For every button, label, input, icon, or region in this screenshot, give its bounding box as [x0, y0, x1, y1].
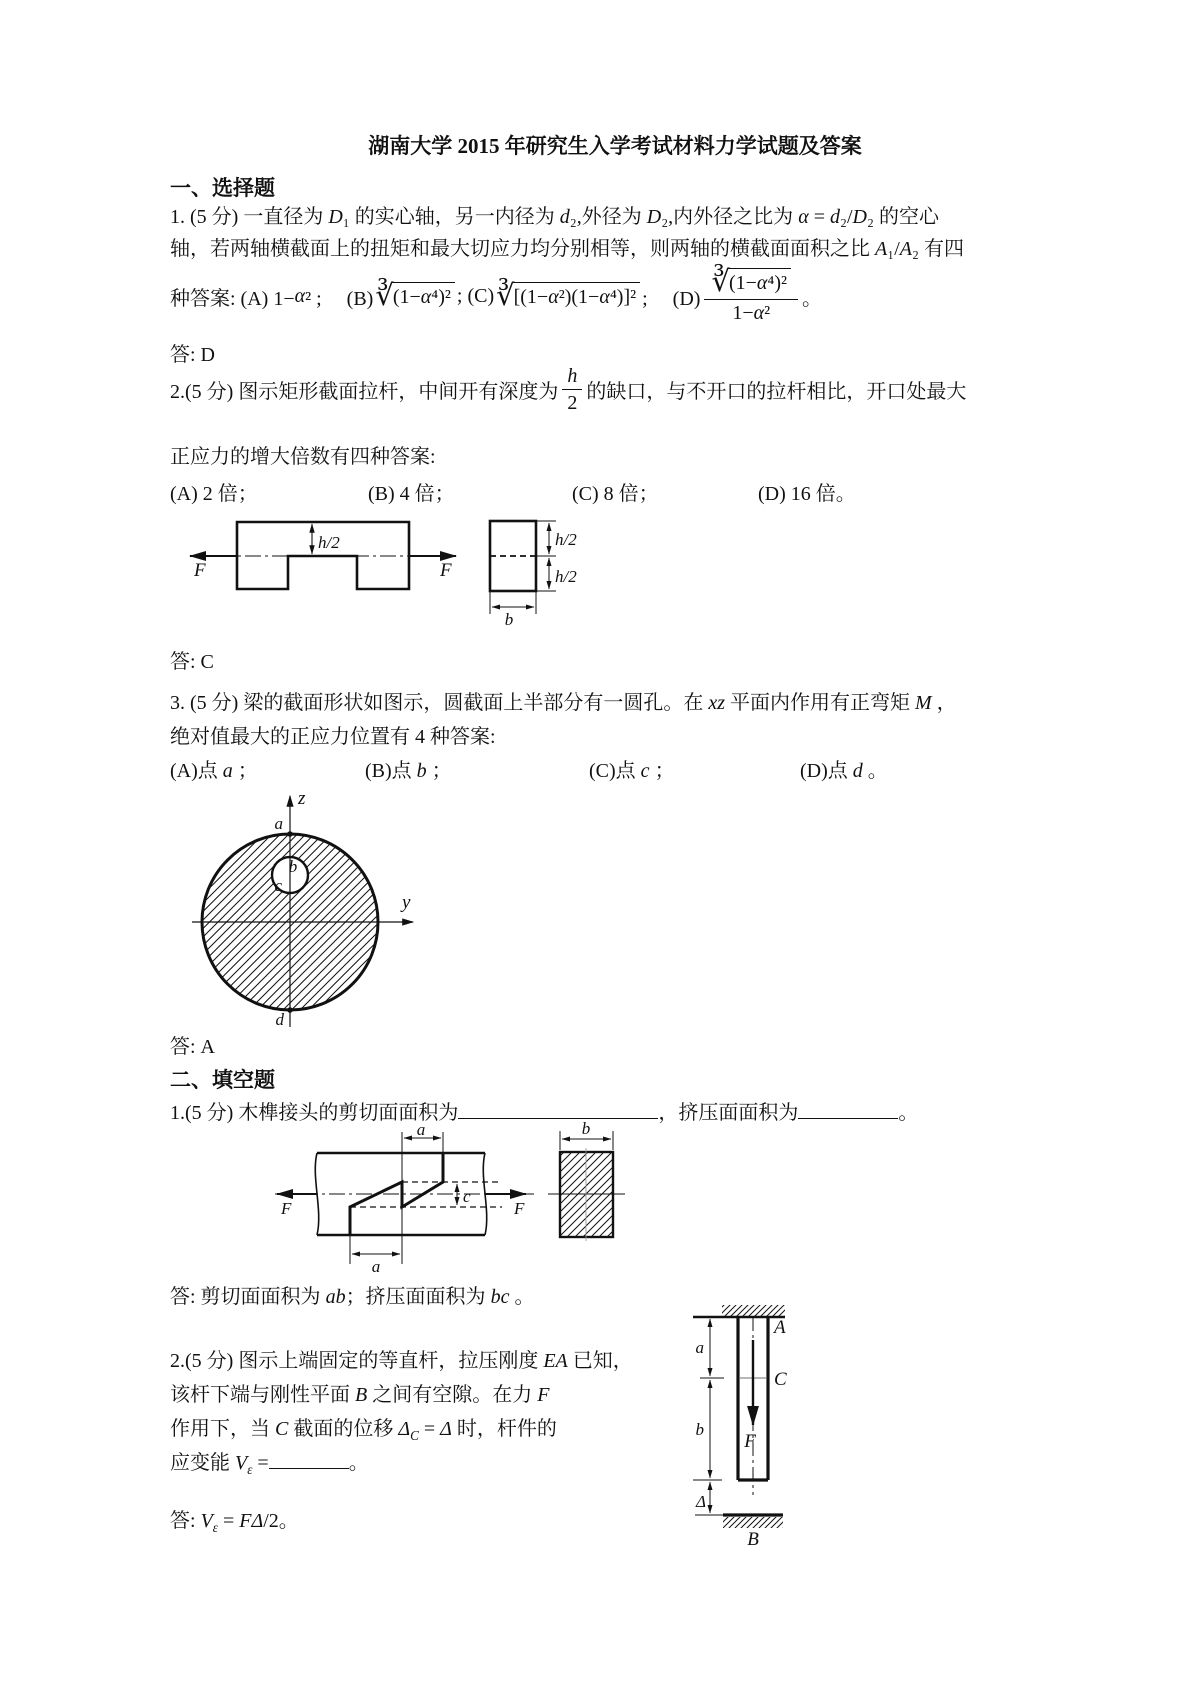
point-a: [287, 831, 293, 837]
fill-q2-line4: 应变能 $V_\varepsilon$ = 。: [170, 1446, 369, 1478]
label-length-a: a: [695, 1338, 704, 1357]
fill-q1-stem: 1.(5 分) 木榫接头的剪切面面积为 ，挤压面面积为 。: [170, 1096, 918, 1125]
section-fill-heading: 二、填空题: [170, 1068, 275, 1092]
ceiling-hatch: [722, 1305, 785, 1317]
section-choice-heading: 一、选择题: [170, 176, 275, 200]
label-h-half-top: h/2: [555, 530, 577, 549]
figure-notched-bar: [180, 510, 580, 630]
figure-tenon-joint: [250, 1119, 650, 1277]
figure-circle-section: [156, 780, 446, 1035]
label-width-b: b: [581, 1119, 591, 1138]
choice-q2-option-a: (A) 2 倍；: [170, 483, 258, 505]
label-point-A: A: [774, 1317, 786, 1338]
label-force-left: F: [194, 560, 206, 581]
choice-q2-option-b: (B) 4 倍；: [368, 483, 455, 505]
fill-q2-line2: 该杆下端与刚性平面 B 之间有空隙。在力 F: [170, 1384, 550, 1406]
choice-q3-option-a: (A)点 a ；: [170, 760, 258, 782]
point-d: [287, 1007, 293, 1013]
choice-q3-option-d: (D)点 d 。: [800, 760, 888, 782]
label-point-c: c: [274, 876, 282, 895]
choice-q1-answer: 答: D: [170, 344, 215, 366]
choice-q3-option-b: (B)点 b ；: [365, 760, 452, 782]
ground-hatch: [723, 1517, 783, 1528]
choice-q3-answer: 答: A: [170, 1036, 215, 1058]
label-bearing-c: c: [463, 1187, 471, 1206]
label-force-left: F: [281, 1199, 292, 1218]
label-plane-B: B: [747, 1529, 759, 1550]
label-width-b: b: [504, 610, 514, 629]
fill-q2-line3: 作用下，当 C 截面的位移 $\Delta_C = \Delta$ 时，杆件的: [170, 1418, 557, 1443]
fill-q1-answer: 答: 剪切面面积为 ab；挤压面面积为 bc 。: [170, 1286, 535, 1308]
choice-q2-stem-line1: 2.(5 分) 图示矩形截面拉杆，中间开有深度为 $\frac{h}{2}$ 的缺口，与不开口的拉杆相比，开口处最大: [170, 364, 967, 414]
choice-q2-option-d: (D) 16 倍。: [758, 483, 856, 505]
choice-q2-stem-line2: 正应力的增大倍数有四种答案:: [170, 446, 436, 468]
choice-q1-stem-line1: 1. (5 分) 一直径为 D₁ 的实心轴，另一内径为 d₂,外径为 D₂,内外径之比为 α = d₂/D₂ 的空心: [170, 206, 939, 228]
label-point-b: b: [288, 857, 298, 876]
label-shear-a-bottom: a: [371, 1257, 381, 1276]
label-force-right: F: [514, 1199, 525, 1218]
choice-q3-stem-line2: 绝对值最大的正应力位置有 4 种答案:: [170, 726, 496, 748]
label-shear-a-top: a: [416, 1120, 426, 1139]
choice-q2-option-c: (C) 8 倍；: [572, 483, 659, 505]
label-notch-depth: h/2: [318, 533, 340, 552]
label-gap-delta: Δ: [696, 1492, 706, 1511]
choice-q1-options: 种答案: (A) 1− α ² ; (B) ∛(1−α⁴)² ; (C) ∛[(1−α²)(1−α⁴)]² ; (D) $\frac{\text{∛(1−α⁴)²}}{\text{1−α²}}$ 。: [170, 266, 823, 324]
figure-hanging-rod: [616, 1293, 816, 1553]
label-point-d: d: [275, 1010, 284, 1029]
fill-q2-answer: 答: $V_\varepsilon = F\Delta/2$。: [170, 1510, 299, 1535]
choice-q3-stem-line1: 3. (5 分) 梁的截面形状如图示，圆截面上半部分有一圆孔。在 xz 平面内作用有正弯矩 M ，: [170, 692, 957, 714]
label-point-C: C: [774, 1369, 787, 1390]
label-h-half-bottom: h/2: [555, 567, 577, 586]
label-force-F: F: [744, 1431, 756, 1452]
fill-q2-line1: 2.(5 分) 图示上端固定的等直杆，拉压刚度 EA 已知，: [170, 1350, 633, 1372]
choice-q1-stem-line2: 轴，若两轴横截面上的扭矩和最大切应力均分别相等，则两轴的横截面面积之比 A₁/A₂ 有四: [170, 238, 964, 260]
choice-q3-option-c: (C)点 c ；: [589, 760, 675, 782]
choice-q2-answer: 答: C: [170, 651, 214, 673]
label-force-right: F: [440, 560, 452, 581]
label-length-b: b: [695, 1420, 704, 1439]
label-point-a: a: [274, 814, 283, 833]
page-title: 湖南大学 2015 年研究生入学考试材料力学试题及答案: [368, 134, 862, 158]
label-z-axis: z: [298, 788, 306, 809]
label-y-axis: y: [402, 892, 411, 913]
